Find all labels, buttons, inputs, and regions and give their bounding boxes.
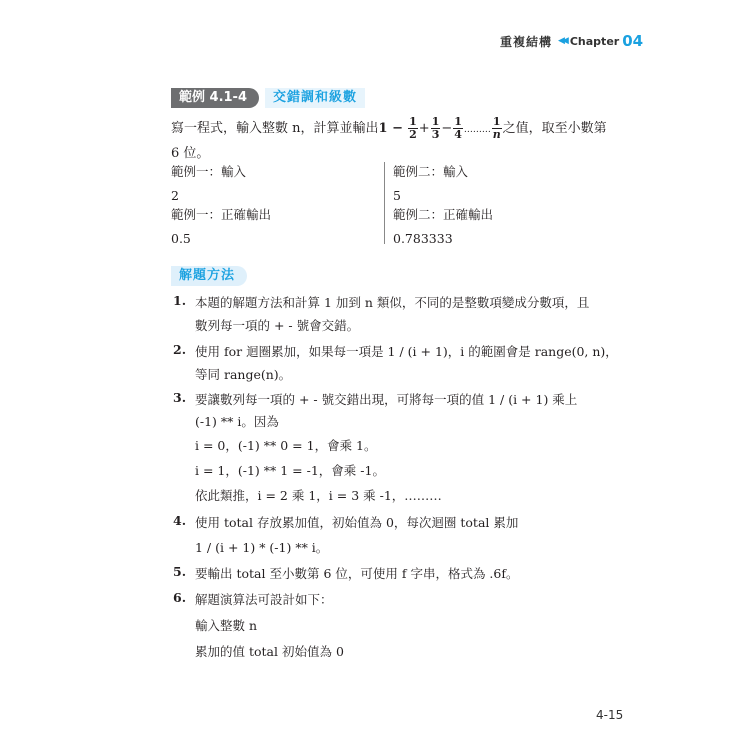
step-4: 4. 使用 total 存放累加值，初始值為 0，每次迴圈 total 累加: [173, 513, 519, 530]
step-6: 6. 解題演算法可設計如下：: [173, 590, 333, 607]
problem-text: 寫一程式，輸入整數 n，計算並輸出: [171, 121, 379, 136]
problem-text: 之值，取至小數第: [502, 121, 607, 136]
step-6-detail: 累加的值 total 初始值為 0: [195, 644, 344, 659]
step-3: 3. 要讓數列每一項的 + - 號交錯出現，可將每一項的值 1 / (i + 1) 乘上: [173, 390, 578, 407]
sample-input-value: 2: [171, 188, 179, 203]
chapter-number: 04: [622, 32, 644, 50]
chapter-label: Chapter: [569, 34, 620, 48]
problem-text: 6 位。: [171, 146, 210, 161]
step-5: 5. 要輸出 total 至小數第 6 位，可使用 f 字串，格式為 .6f。: [173, 564, 519, 581]
step-1: 1. 本題的解題方法和計算 1 加到 n 類似，不同的是整數項變成分數項，且: [173, 293, 590, 310]
operator: −: [441, 121, 453, 136]
step-6-detail: 輸入整數 n: [195, 618, 258, 633]
sample-input-label: 範例二：輸入: [393, 164, 469, 179]
example-heading: [171, 88, 365, 108]
sample-output-label: 範例一：正確輸出: [171, 207, 272, 222]
sample-io: [171, 158, 611, 248]
step-1-cont: 數列每一項的 + - 號會交錯。: [195, 318, 360, 333]
step-2: 2. 使用 for 迴圈累加，如果每一項是 1 / (i + 1)，i 的範圍會是 range(0, n)，: [173, 342, 618, 359]
page-number: 4-15: [596, 708, 624, 722]
sample-output-value: 0.5: [171, 231, 191, 246]
step-2-cont: 等同 range(n)。: [195, 367, 292, 382]
step-4-cont: 1 / (i + 1) * (-1) ** i。: [195, 540, 329, 555]
step-3-detail: i = 1，(-1) ** 1 = -1，會乘 -1。: [195, 463, 385, 478]
step-3-detail: 依此類推，i = 2 乘 1，i = 3 乘 -1，………: [195, 488, 442, 503]
example-title: 交錯調和級數: [265, 88, 365, 108]
fraction: $\frac{1}{4}$: [454, 115, 462, 141]
operator: +: [418, 121, 430, 136]
fraction: $\frac{1}{2}$: [409, 115, 417, 141]
method-heading: 解題方法: [171, 266, 247, 286]
formula-lead: 1 −: [378, 121, 403, 136]
step-3-cont: (-1) ** i。因為: [195, 414, 279, 429]
ellipsis: ………: [463, 125, 491, 135]
fraction: $\frac{1}{3}$: [431, 115, 440, 141]
double-arrow-left-icon: ◀◀: [558, 36, 566, 46]
divider: [384, 162, 385, 244]
running-header: [500, 31, 643, 51]
sample-input-value: 5: [393, 188, 401, 203]
step-3-detail: i = 0，(-1) ** 0 = 1，會乘 1。: [195, 438, 377, 453]
sample-input-label: 範例一：輸入: [171, 164, 247, 179]
section-title: 重複結構: [500, 34, 553, 49]
fraction: $\frac{1}{n}$: [492, 115, 501, 141]
sample-output-label: 範例二：正確輸出: [393, 207, 494, 222]
sample-output-value: 0.783333: [393, 231, 453, 246]
example-tag: 範例 4.1-4: [171, 88, 259, 108]
